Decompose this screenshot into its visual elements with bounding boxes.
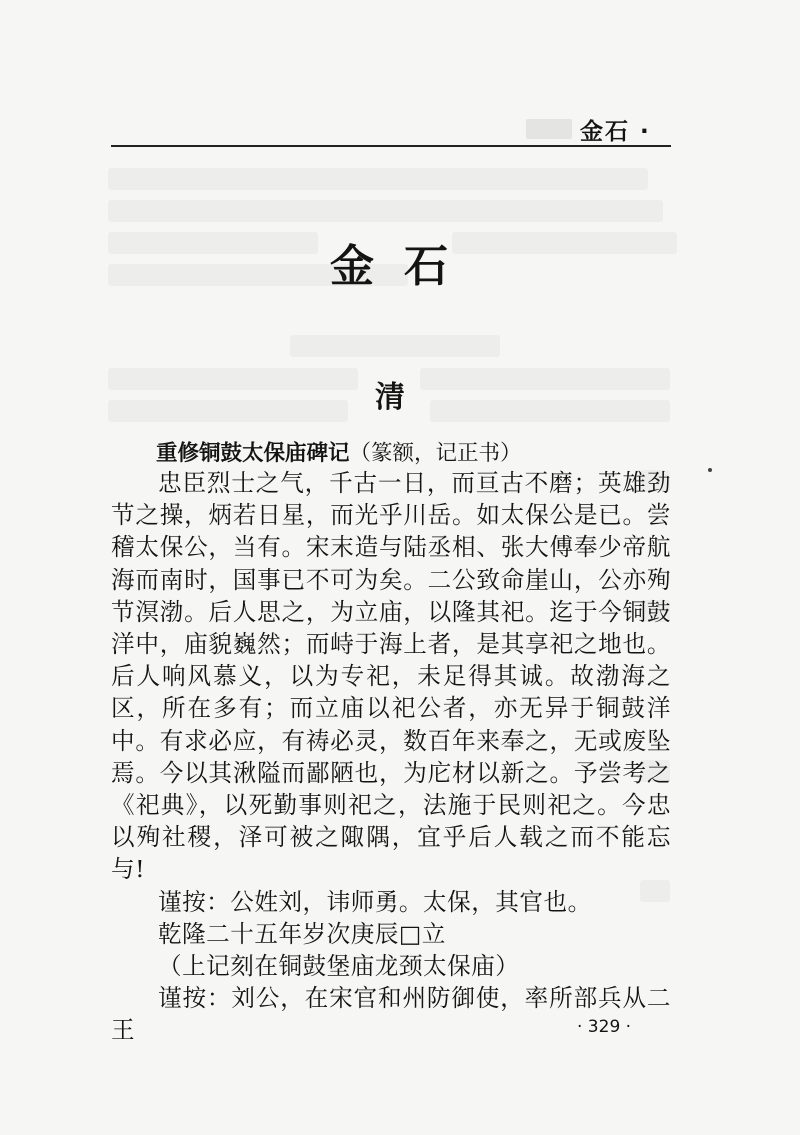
paragraph-date: 乾隆二十五年岁次庚辰□立	[158, 919, 446, 948]
paragraph-inscription-text: 忠臣烈士之气，千古一日，而亘古不磨；英雄劲节之操，炳若日星，而光乎川岳。如太保公是已。尝稽太保公，当有。宋末造与陆丞相、张大傅奉少帝航海而南时，国事已不可为矣。二公致命崖山，公亦殉节溟渤。后人思之，为立庙，以隆其祀。迄于今铜鼓洋中，庙貌巍然；而峙于海上者，是其享祀之地也。后人响风慕义，以为专祀，未足得其诚。故渤海之区，所在多有；而立庙以祀公者，亦无异于铜鼓洋中。有求必应，有祷必灵，数百年来奉之，无或废坠焉。今以其湫隘而鄙陋也，为庀材以新之。予尝考之《祀典》，以死勤事则祀之，法施于民则祀之。今忠以殉社稷，泽可被之陬隅，宜乎后人载之而不能忘与!	[111, 469, 671, 884]
running-header	[548, 113, 698, 149]
running-header-title: 金石 ·	[580, 119, 651, 145]
section-title: 清	[375, 380, 405, 415]
inscription-title: 重修铜鼓太保庙碑记	[156, 441, 350, 466]
paragraph-note-surname: 谨按：公姓刘，讳师勇。太保，其官也。	[158, 887, 592, 916]
scan-speck	[708, 468, 712, 472]
paragraph-note-liu: 谨按：刘公，在宋官和州防御使，率所部兵从二王	[111, 984, 671, 1045]
inscription-heading	[156, 436, 522, 467]
running-header-ghost	[526, 119, 572, 139]
paragraph-location: （上记刻在铜鼓堡庙龙颈太保庙）	[158, 952, 520, 981]
inscription-note: （篆额，记正书）	[349, 441, 522, 466]
header-rule	[111, 145, 671, 147]
body-text	[111, 467, 671, 1047]
page-number: · 329 ·	[577, 1017, 632, 1037]
chapter-title: 金石	[330, 241, 478, 292]
